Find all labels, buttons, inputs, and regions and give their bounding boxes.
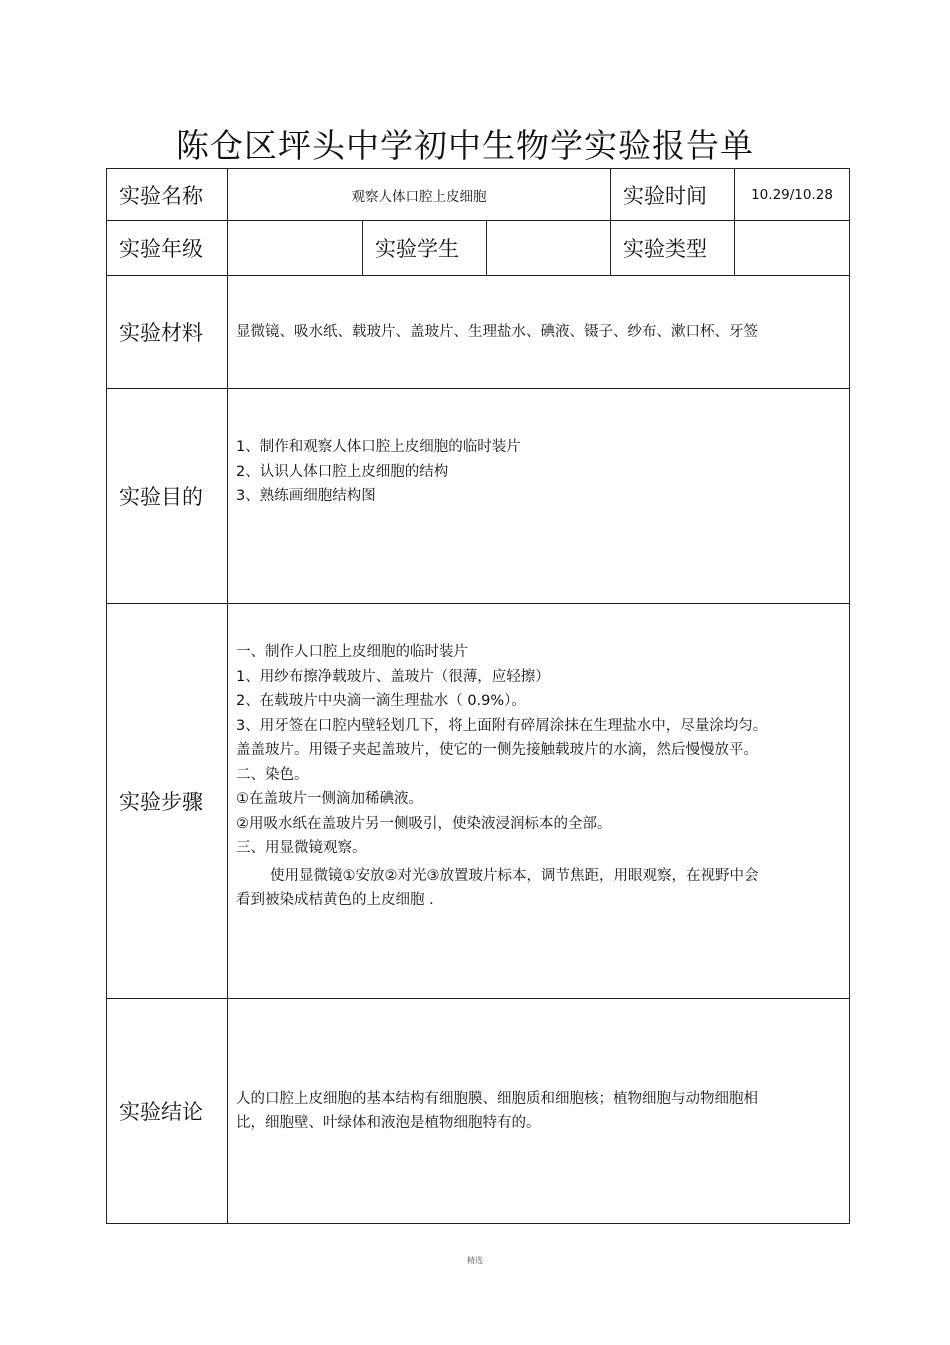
step-line: 1、用纱布擦净载玻片、盖玻片（很薄，应轻擦） xyxy=(236,668,550,685)
step-line: 盖盖玻片。用镊子夹起盖玻片，使它的一侧先接触载玻片的水滴，然后慢慢放平。 xyxy=(236,742,758,758)
row-grade-student-type xyxy=(107,221,850,276)
purpose-line: 3、熟练画细胞结构图 xyxy=(236,488,376,504)
experiment-student-label: 实验学生 xyxy=(363,221,487,276)
report-table xyxy=(106,168,850,1224)
step-line: 3、用牙签在口腔内壁轻划几下，将上面附有碎屑涂抹在生理盐水中，尽量涂均匀。 xyxy=(236,717,768,734)
experiment-grade-label: 实验年级 xyxy=(107,221,228,276)
experiment-name-value: 观察人体口腔上皮细胞 xyxy=(228,169,611,221)
experiment-time-value: 10.29/10.28 xyxy=(735,169,850,221)
row-name-time xyxy=(107,169,850,221)
purpose-line: 1、制作和观察人体口腔上皮细胞的临时装片 xyxy=(236,439,521,455)
step-line: ②用吸水纸在盖玻片另一侧吸引，使染液浸润标本的全部。 xyxy=(236,815,612,832)
materials-text: 显微镜、吸水纸、载玻片、盖玻片、生理盐水、碘液、镊子、纱布、漱口杯、牙签 xyxy=(228,276,850,389)
page-title: 陈仓区坪头中学初中生物学实验报告单 xyxy=(176,126,754,165)
row-materials xyxy=(107,276,850,389)
conclusion-label: 实验结论 xyxy=(107,999,228,1224)
purpose-line: 2、认识人体口腔上皮细胞的结构 xyxy=(236,463,449,480)
row-conclusion xyxy=(107,999,850,1224)
step-line: 二、染色。 xyxy=(236,766,309,783)
step-line: ①在盖玻片一侧滴加稀碘液。 xyxy=(236,791,423,807)
purpose-label: 实验目的 xyxy=(107,389,228,604)
conclusion-line: 比，细胞壁、叶绿体和液泡是植物细胞特有的。 xyxy=(236,1115,541,1131)
step-line: 使用显微镜①安放②对光③放置玻片标本，调节焦距，用眼观察，在视野中会 xyxy=(270,867,759,884)
steps-content xyxy=(228,604,850,999)
purpose-content xyxy=(228,389,850,604)
experiment-grade-value xyxy=(228,221,363,276)
experiment-time-label: 实验时间 xyxy=(611,169,735,221)
row-purpose xyxy=(107,389,850,604)
materials-label: 实验材料 xyxy=(107,276,228,389)
step-line: 三、用显微镜观察。 xyxy=(236,840,367,856)
experiment-type-value xyxy=(735,221,850,276)
step-line: 一、制作人口腔上皮细胞的临时装片 xyxy=(236,644,468,660)
conclusion-content xyxy=(228,999,850,1224)
steps-label: 实验步骤 xyxy=(107,604,228,999)
step-line: 看到被染成桔黄色的上皮细胞 . xyxy=(236,892,434,908)
conclusion-line: 人的口腔上皮细胞的基本结构有细胞膜、细胞质和细胞核；植物细胞与动物细胞相 xyxy=(236,1090,758,1107)
experiment-name-label: 实验名称 xyxy=(107,169,228,221)
experiment-type-label: 实验类型 xyxy=(611,221,735,276)
row-steps xyxy=(107,604,850,999)
experiment-student-value xyxy=(487,221,611,276)
step-line: 2、在载玻片中央滴一滴生理盐水（ 0.9%）。 xyxy=(236,693,526,709)
footer-mark: 精选 xyxy=(467,1256,483,1265)
